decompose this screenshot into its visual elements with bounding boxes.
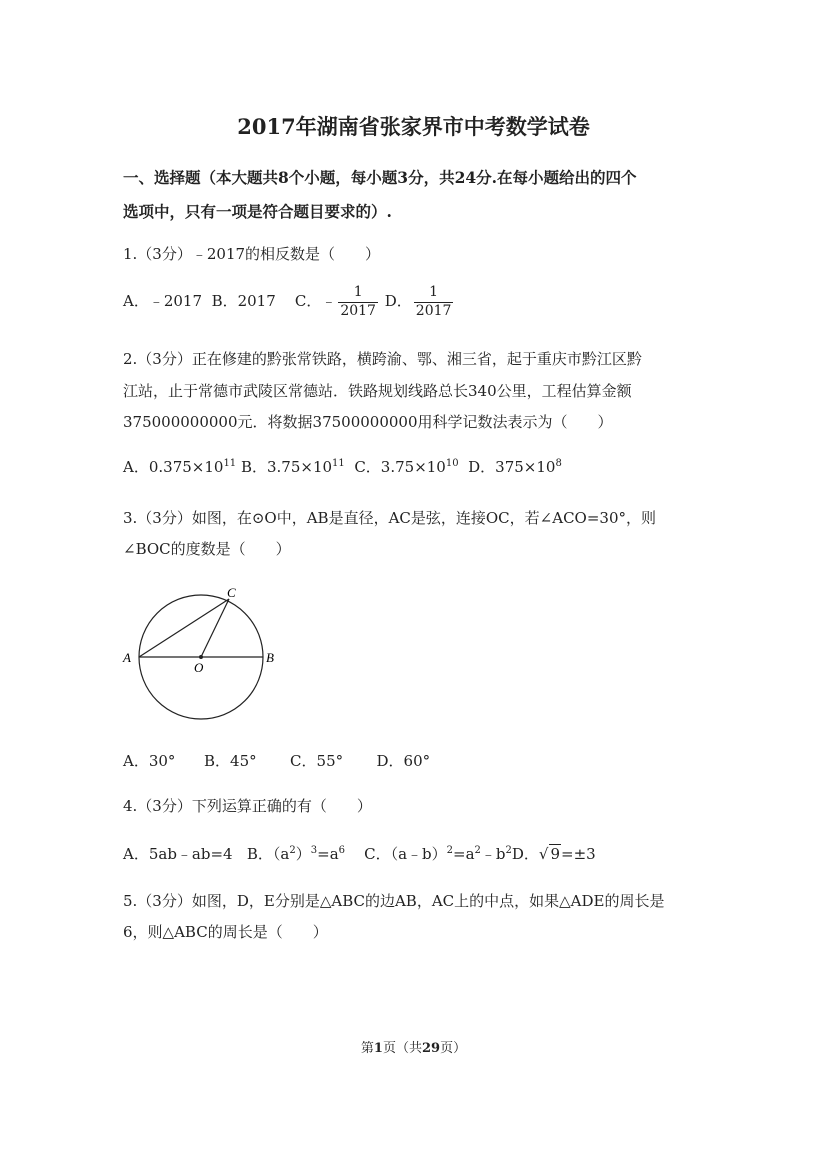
page-number: 1 [373,1041,383,1056]
option-a: A．5ab﹣ab=4 [123,845,233,863]
option-d: D．√ 9=±3 [511,845,596,863]
question-3-options [123,750,430,771]
question-4-stem: 4.（3分）下列运算正确的有（ ） [123,797,372,815]
page-footer: 第1页（共29页） [360,1041,467,1056]
circle-figure [120,582,290,727]
question-2-line2: 江站，止于常德市武陵区常德站．铁路规划线路总长340公里，工程估算金额 [123,382,632,400]
option-b: B．2017 [211,292,276,310]
radicand: 9 [550,845,561,863]
option-b: B．45° [204,752,257,770]
page-title: 2017年湖南省张家界市中考数学试卷 [237,114,590,139]
option-c: C．55° [290,752,344,770]
section-heading-line2: 选项中，只有一项是符合题目要求的）. [123,202,392,221]
fraction: $\frac{1}{2017}$ [340,284,376,319]
question-5-line1: 5.（3分）如图，D，E分别是△ABC的边AB，AC上的中点，如果△ADE的周长是 [123,892,665,910]
question-3-line2: ∠BOC的度数是（ ） [123,540,291,558]
option-d: D．60° [376,752,431,770]
label-c: C [227,585,236,600]
center-point [199,655,203,659]
question-3-line1: 3.（3分）如图，在⊙O中，AB是直径，AC是弦，连接OC，若∠ACO=30°，则 [123,509,656,527]
option-d: D．$375\times 10^8$ [468,458,562,476]
option-a: A．﹣2017 [123,292,203,310]
option-b: B．$3.75\times 10^{11}$ [240,458,345,476]
option-d: D． $\frac{1}{2017}$ [384,284,452,319]
option-b: B．$(a^2)^3=a^6$ [246,845,346,863]
option-a: A．30° [123,752,176,770]
option-c: C．﹣ $\frac{1}{2017}$ [294,284,376,319]
label-b: B [266,650,274,665]
page-total: 29 [421,1041,441,1056]
label-o: O [194,660,204,675]
question-2-line1: 2.（3分）正在修建的黔张常铁路，横跨渝、鄂、湘三省，起于重庆市黔江区黔 [123,350,642,368]
option-a: A．$0.375\times 10^{11}$ [123,458,237,476]
question-2-line3: 375000000000元．将数据37500000000用科学记数法表示为（ ） [123,413,613,431]
section-heading-line1: 一、选择题（本大题共8个小题，每小题3分，共24分.在每小题给出的四个 [123,168,637,187]
question-1-stem: 1.（3分）﹣2017的相反数是（ ） [123,245,381,263]
question-1-options [123,284,455,320]
question-4-options [123,843,596,864]
question-5-line2: 6，则△ABC的周长是（ ） [123,923,328,941]
fraction: $\frac{1}{2017}$ [415,284,452,319]
option-c: C．$(a﹣b)^2=a^2﹣b^2$ [364,845,512,863]
label-a: A [123,650,131,665]
option-c: C．$3.75\times 10^{10}$ [354,458,459,476]
question-2-options [123,456,562,477]
